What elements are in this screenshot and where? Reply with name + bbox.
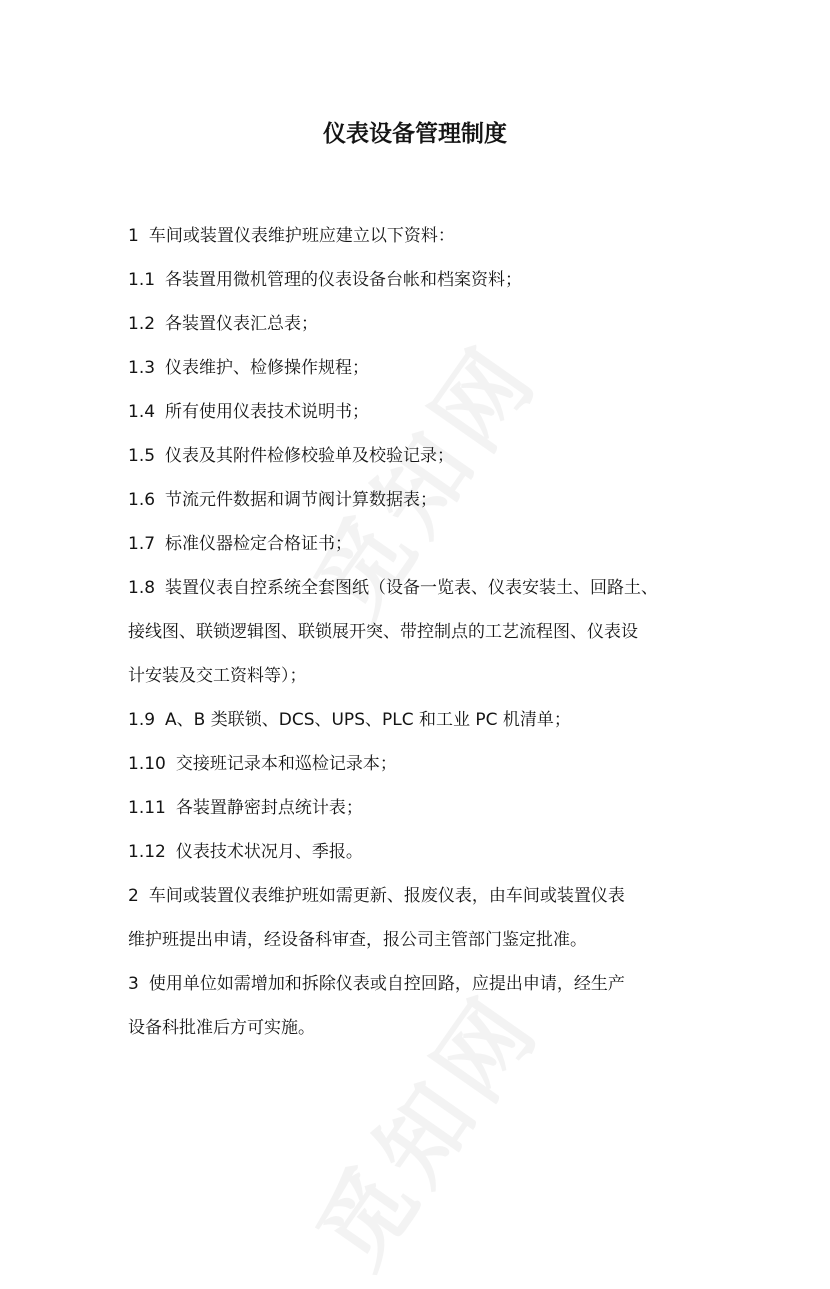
item-number: 1: [128, 226, 139, 246]
list-item: [128, 566, 718, 610]
list-item-continuation: [128, 654, 718, 698]
item-text: A、B 类联锁、DCS、UPS、PLC 和工业 PC 机清单；: [165, 710, 571, 730]
item-text: 装置仪表自控系统全套图纸（设备一览表、仪表安装土、回路土、: [165, 578, 659, 598]
item-text: 节流元件数据和调节阀计算数据表；: [165, 490, 438, 510]
item-number: 3: [128, 974, 139, 994]
list-item: [128, 258, 718, 302]
list-item: [128, 214, 718, 258]
item-number: 1.7: [128, 534, 156, 554]
item-text: 各装置静密封点统计表；: [175, 798, 363, 818]
item-text: 仪表技术状况月、季报。: [175, 842, 363, 862]
list-item: [128, 390, 718, 434]
list-item: [128, 522, 718, 566]
item-text: 维护班提出申请，经设备科审查，报公司主管部门鉴定批准。: [128, 930, 587, 950]
item-number: 1.6: [128, 490, 156, 510]
list-item: [128, 742, 718, 786]
list-item: [128, 346, 718, 390]
list-item: [128, 874, 718, 918]
item-text: 交接班记录本和巡检记录本；: [175, 754, 397, 774]
list-item: [128, 786, 718, 830]
item-number: 1.5: [128, 446, 156, 466]
list-item: [128, 478, 718, 522]
item-text: 所有使用仪表技术说明书；: [165, 402, 370, 422]
item-text: 车间或装置仪表维护班应建立以下资料：: [148, 226, 455, 246]
item-text: 设备科批准后方可实施。: [128, 1018, 315, 1038]
item-number: 1.2: [128, 314, 156, 334]
list-item-continuation: [128, 918, 718, 962]
list-item: [128, 302, 718, 346]
list-item-continuation: [128, 610, 718, 654]
list-item-continuation: [128, 1006, 718, 1050]
item-number: 1.3: [128, 358, 156, 378]
item-text: 各装置仪表汇总表；: [165, 314, 319, 334]
item-number: 1.1: [128, 270, 156, 290]
document-title: 仪表设备管理制度: [323, 121, 507, 147]
item-text: 使用单位如需增加和拆除仪表或自控回路，应提出申请，经生产: [148, 974, 625, 994]
item-text: 接线图、联锁逻辑图、联锁展开突、带控制点的工艺流程图、仪表设: [128, 622, 638, 642]
item-number: 1.11: [128, 798, 166, 818]
item-text: 仪表及其附件检修校验单及校验记录；: [165, 446, 455, 466]
item-number: 1.8: [128, 578, 156, 598]
item-number: 1.4: [128, 402, 156, 422]
item-text: 各装置用微机管理的仪表设备台帐和档案资料；: [165, 270, 523, 290]
list-item: [128, 698, 718, 742]
item-number: 1.9: [128, 710, 156, 730]
list-item: [128, 962, 718, 1006]
item-text: 车间或装置仪表维护班如需更新、报废仪表，由车间或装置仪表: [148, 886, 625, 906]
list-item: [128, 434, 718, 478]
list-item: [128, 830, 718, 874]
item-number: 1.12: [128, 842, 166, 862]
item-text: 计安装及交工资料等）；: [128, 666, 307, 686]
item-number: 2: [128, 886, 139, 906]
document-body: [128, 214, 718, 1050]
item-text: 标准仪器检定合格证书；: [165, 534, 353, 554]
item-number: 1.10: [128, 754, 166, 774]
item-text: 仪表维护、检修操作规程；: [165, 358, 370, 378]
